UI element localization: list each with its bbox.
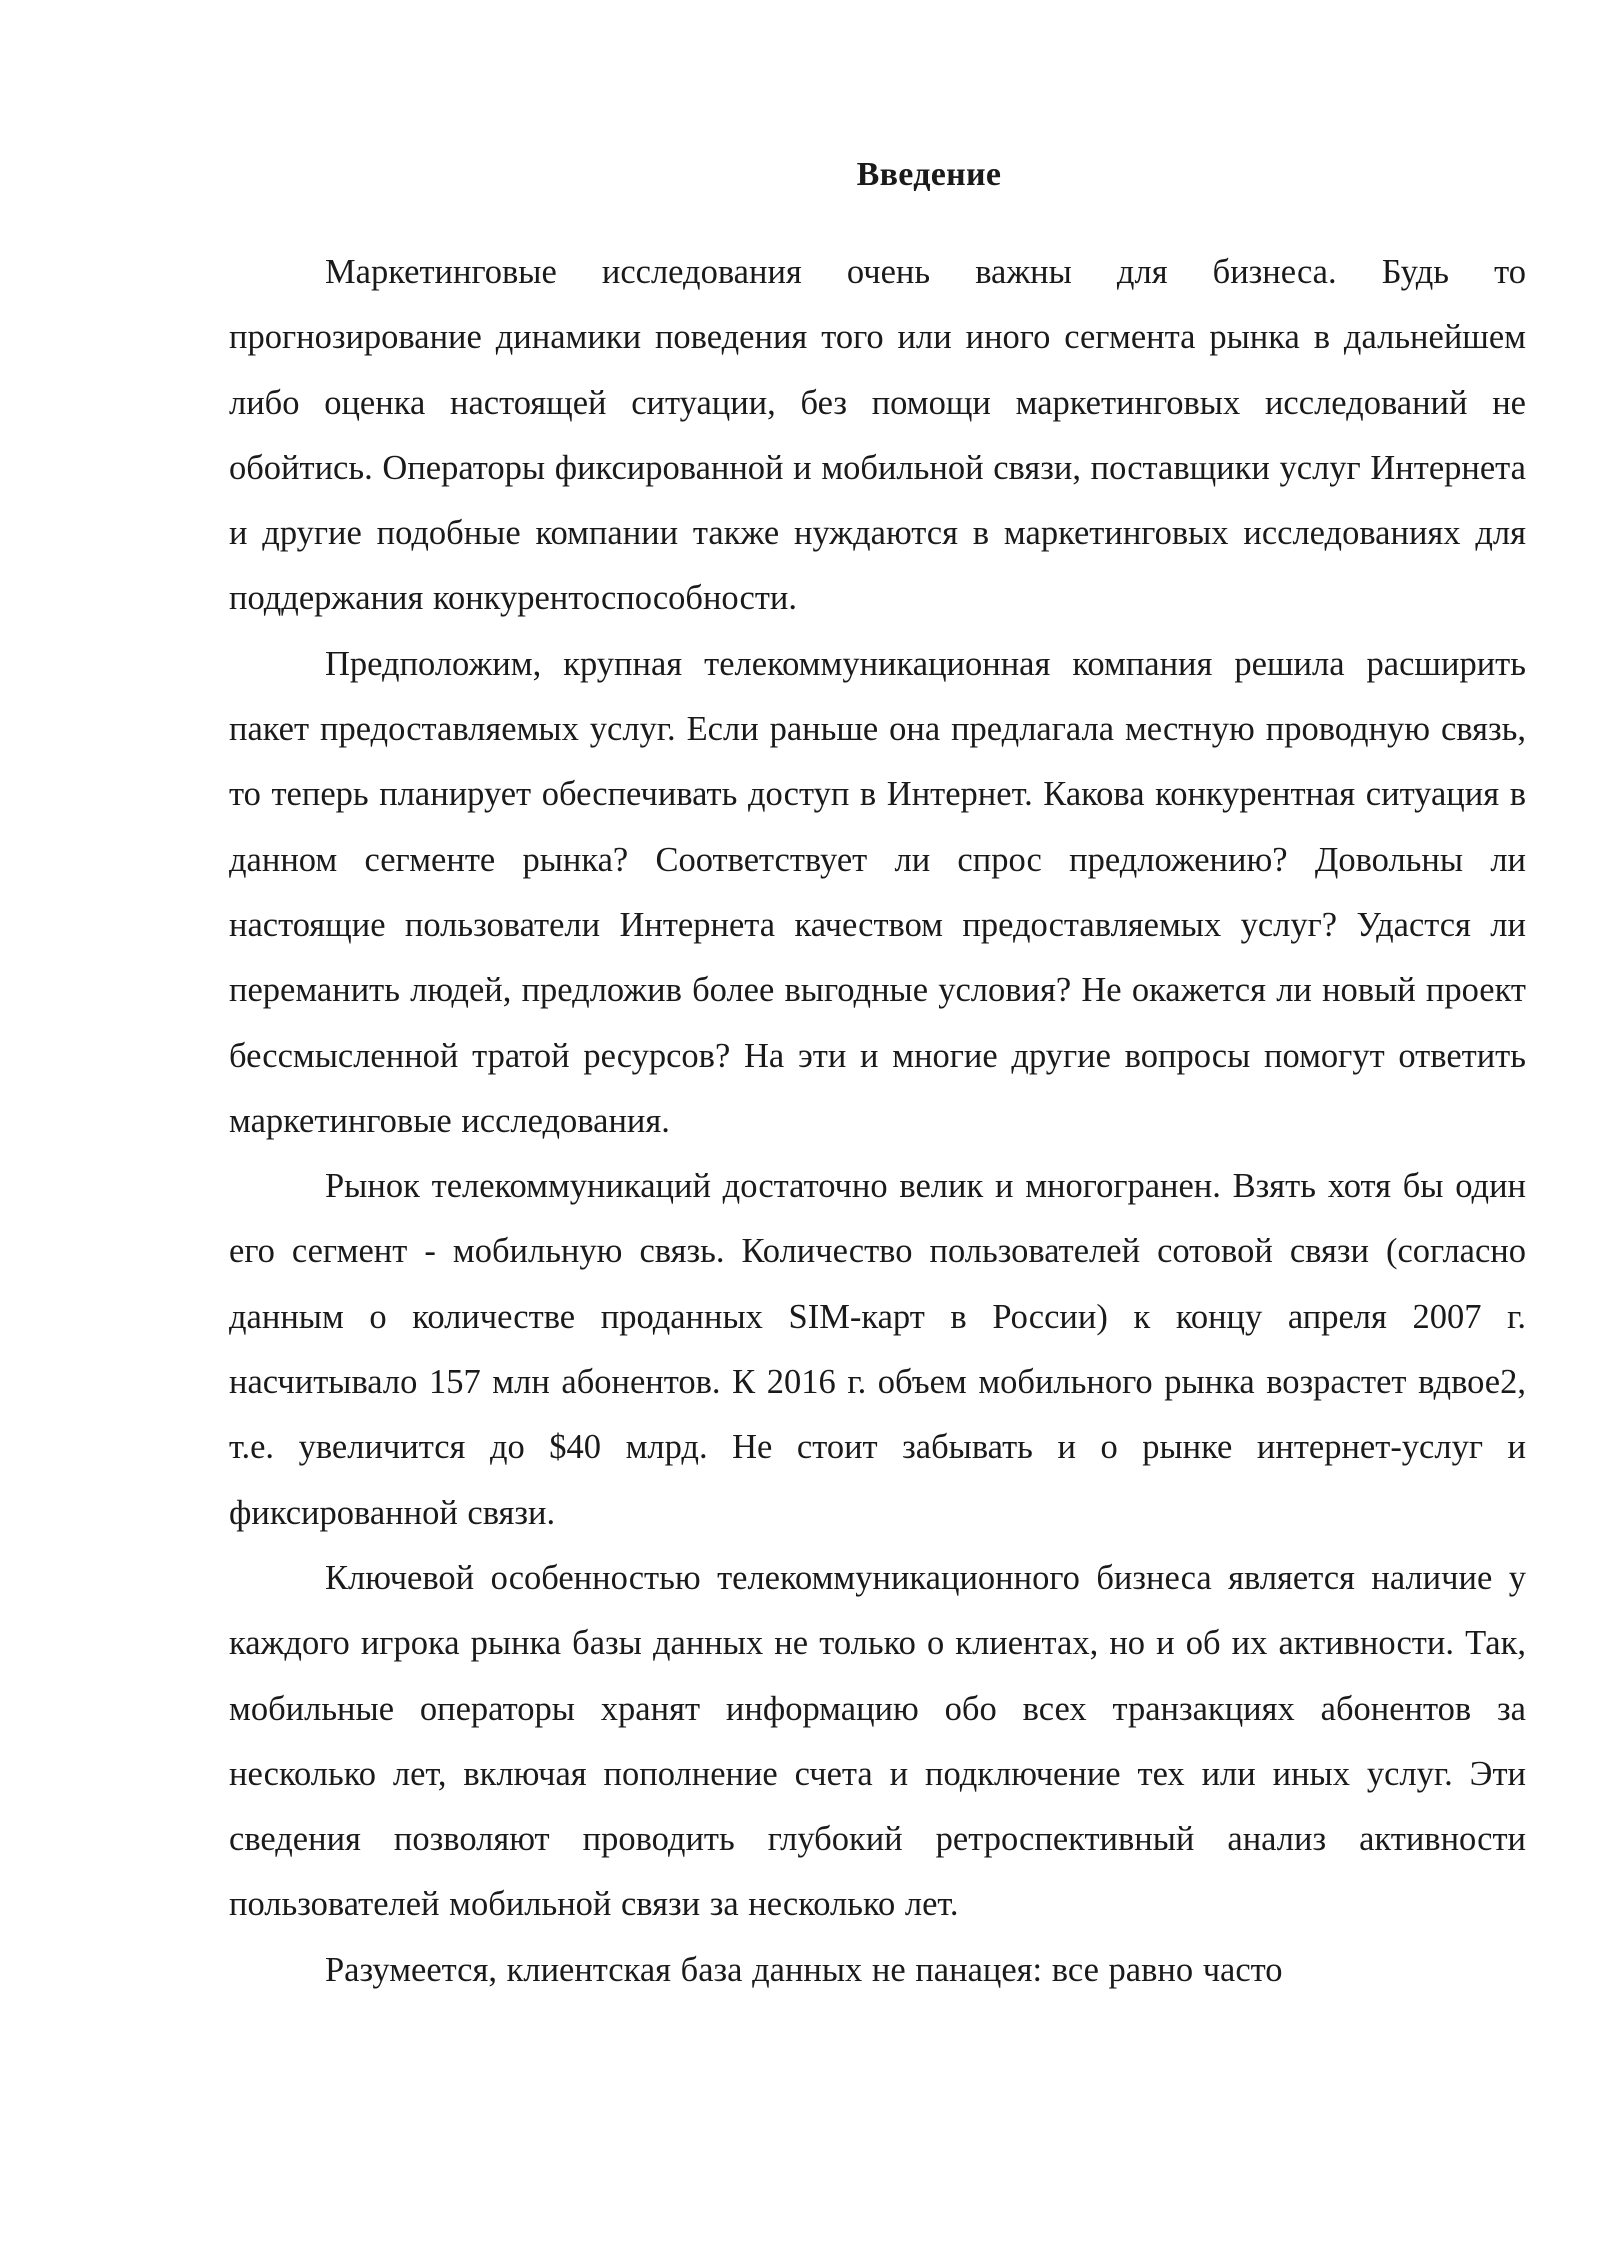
section-title: Введение — [856, 156, 1002, 193]
body-text — [229, 240, 1526, 2003]
paragraph-5: Разумеется, клиентская база данных не панацея: все равно часто — [325, 1950, 1283, 1989]
paragraph-2: Предположим, крупная телекоммуникационная компания решила расширить пакет предоставляемых услуг. Если раньше она предлагала местную проводную связь, то теперь планирует обеспечивать доступ в Интернет. Какова конкурентная ситуация в данном сегменте рынка? Соответствует ли спрос предложению? Довольны ли настоящие пользователи Интернета качеством предоставляемых услуг? Удастся ли переманить людей, предложив более выгодные условия? Не окажется ли новый проект бессмысленной тратой ресурсов? На эти и многие другие вопросы помогут ответить маркетинговые исследования. — [229, 644, 1526, 1140]
paragraph-1: Маркетинговые исследования очень важны для бизнеса. Будь то прогнозирование динамики поведения того или иного сегмента рынка в дальнейшем либо оценка настоящей ситуации, без помощи маркетинговых исследований не обойтись. Операторы фиксированной и мобильной связи, поставщики услуг Интернета и другие подобные компании также нуждаются в маркетинговых исследованиях для поддержания конкурентоспособности. — [229, 253, 1526, 618]
paragraph-4: Ключевой особенностью телекоммуникационного бизнеса является наличие у каждого игрока рынка базы данных не только о клиентах, но и об их активности. Так, мобильные операторы хранят информацию обо всех транзакциях абонентов за несколько лет, включая пополнение счета и подключение тех или иных услуг. Эти сведения позволяют проводить глубокий ретроспективный анализ активности пользователей мобильной связи за несколько лет. — [229, 1558, 1526, 1924]
paragraph-3: Рынок телекоммуникаций достаточно велик и многогранен. Взять хотя бы один его сегмент - мобильную связь. Количество пользователей сотовой связи (согласно данным о количестве проданных SIM-карт в России) к концу апреля 2007 г. насчитывало 157 млн абонентов. К 2016 г. объем мобильного рынка возрастет вдвое2, т.е. увеличится до $40 млрд. Не стоит забывать и о рынке интернет-услуг и фиксированной связи. — [229, 1167, 1526, 1532]
